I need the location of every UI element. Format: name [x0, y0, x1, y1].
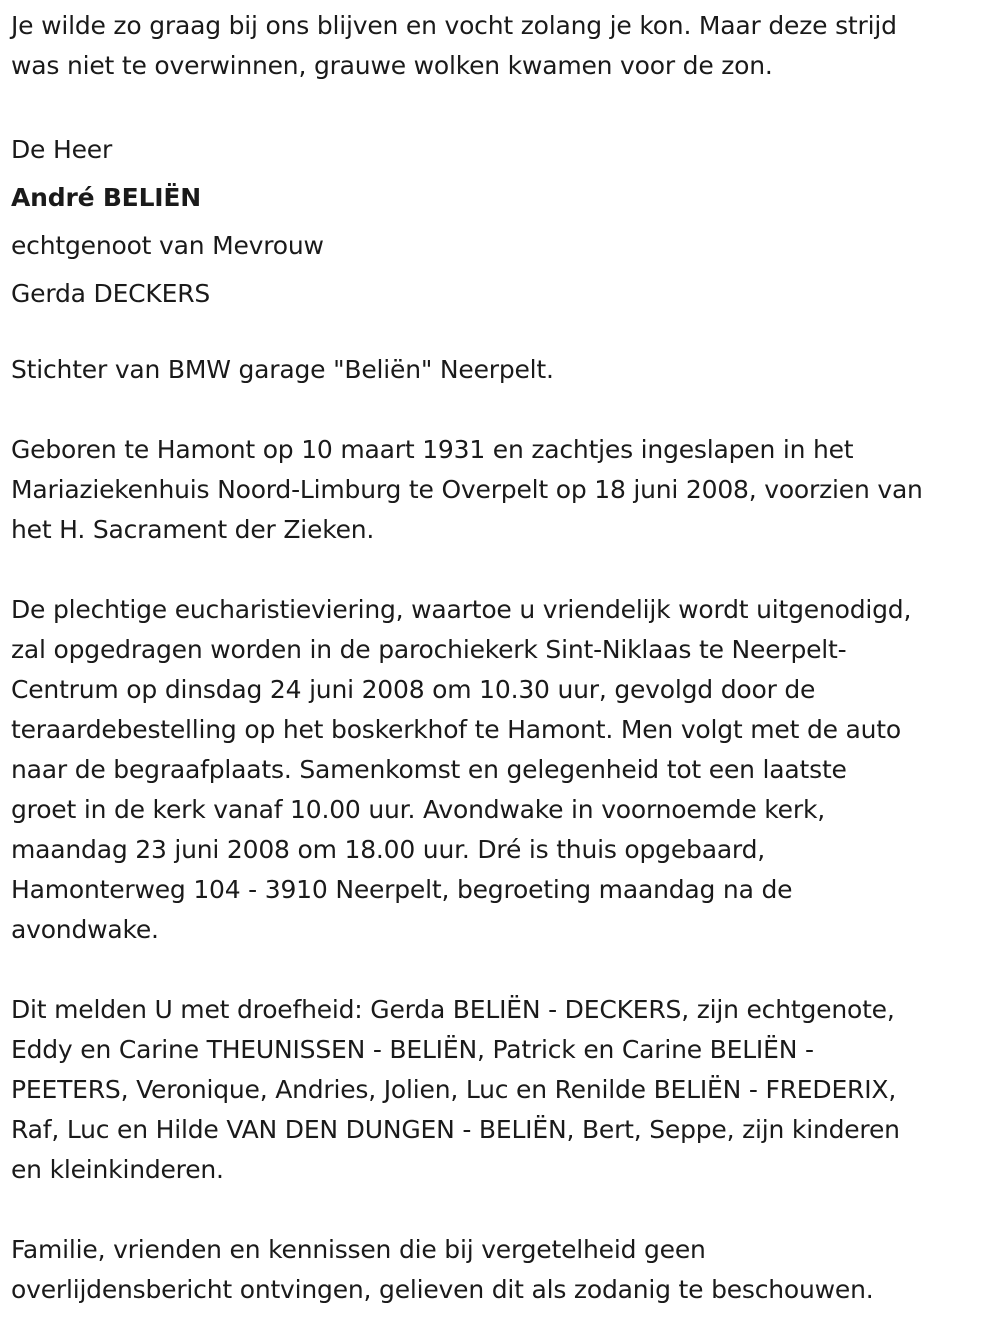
birth-death-paragraph [11, 430, 996, 550]
birth-death-line: het H. Sacrament der Zieken. [11, 515, 375, 544]
intro-paragraph [11, 6, 996, 86]
ceremony-line: Centrum op dinsdag 24 juni 2008 om 10.30 uur, gevolgd door de [11, 675, 816, 704]
ceremony-line: maandag 23 juni 2008 om 18.00 uur. Dré is thuis opgebaard, [11, 835, 765, 864]
family-paragraph [11, 990, 996, 1190]
ceremony-line: De plechtige eucharistieviering, waartoe u vriendelijk wordt uitgenodigd, [11, 595, 912, 624]
birth-death-line: Mariaziekenhuis Noord-Limburg te Overpelt op 18 juni 2008, voorzien van [11, 475, 923, 504]
birth-death-line: Geboren te Hamont op 10 maart 1931 en zachtjes ingeslapen in het [11, 435, 854, 464]
title-prefix: De Heer [11, 135, 113, 164]
ceremony-line: teraardebestelling op het boskerkhof te Hamont. Men volgt met de auto [11, 715, 902, 744]
spouse-label: echtgenoot van Mevrouw [11, 231, 324, 260]
closing-paragraph [11, 1230, 996, 1310]
ceremony-line: groet in de kerk vanaf 10.00 uur. Avondwake in voornoemde kerk, [11, 795, 825, 824]
ceremony-line: avondwake. [11, 915, 159, 944]
family-line: PEETERS, Veronique, Andries, Jolien, Luc en Renilde BELIËN - FREDERIX, [11, 1075, 897, 1104]
family-line: en kleinkinderen. [11, 1155, 224, 1184]
ceremony-line: zal opgedragen worden in de parochiekerk Sint-Niklaas te Neerpelt- [11, 635, 847, 664]
founder-paragraph [11, 350, 996, 390]
deceased-name: André BELIËN [11, 183, 201, 212]
closing-line: overlijdensbericht ontvingen, gelieven dit als zodanig te beschouwen. [11, 1275, 874, 1304]
spouse-name: Gerda DECKERS [11, 279, 211, 308]
ceremony-line: naar de begraafplaats. Samenkomst en gelegenheid tot een laatste [11, 755, 847, 784]
obituary-document [11, 6, 996, 1310]
family-line: Eddy en Carine THEUNISSEN - BELIËN, Patrick en Carine BELIËN - [11, 1035, 814, 1064]
intro-line: was niet te overwinnen, grauwe wolken kwamen voor de zon. [11, 51, 773, 80]
ceremony-paragraph [11, 590, 996, 950]
intro-line: Je wilde zo graag bij ons blijven en vocht zolang je kon. Maar deze strijd [11, 11, 897, 40]
family-line: Dit melden U met droefheid: Gerda BELIËN - DECKERS, zijn echtgenote, [11, 995, 895, 1024]
name-block [11, 126, 996, 318]
family-line: Raf, Luc en Hilde VAN DEN DUNGEN - BELIËN, Bert, Seppe, zijn kinderen [11, 1115, 900, 1144]
closing-line: Familie, vrienden en kennissen die bij vergetelheid geen [11, 1235, 706, 1264]
founder-line: Stichter van BMW garage "Beliën" Neerpelt. [11, 355, 554, 384]
ceremony-line: Hamonterweg 104 - 3910 Neerpelt, begroeting maandag na de [11, 875, 793, 904]
